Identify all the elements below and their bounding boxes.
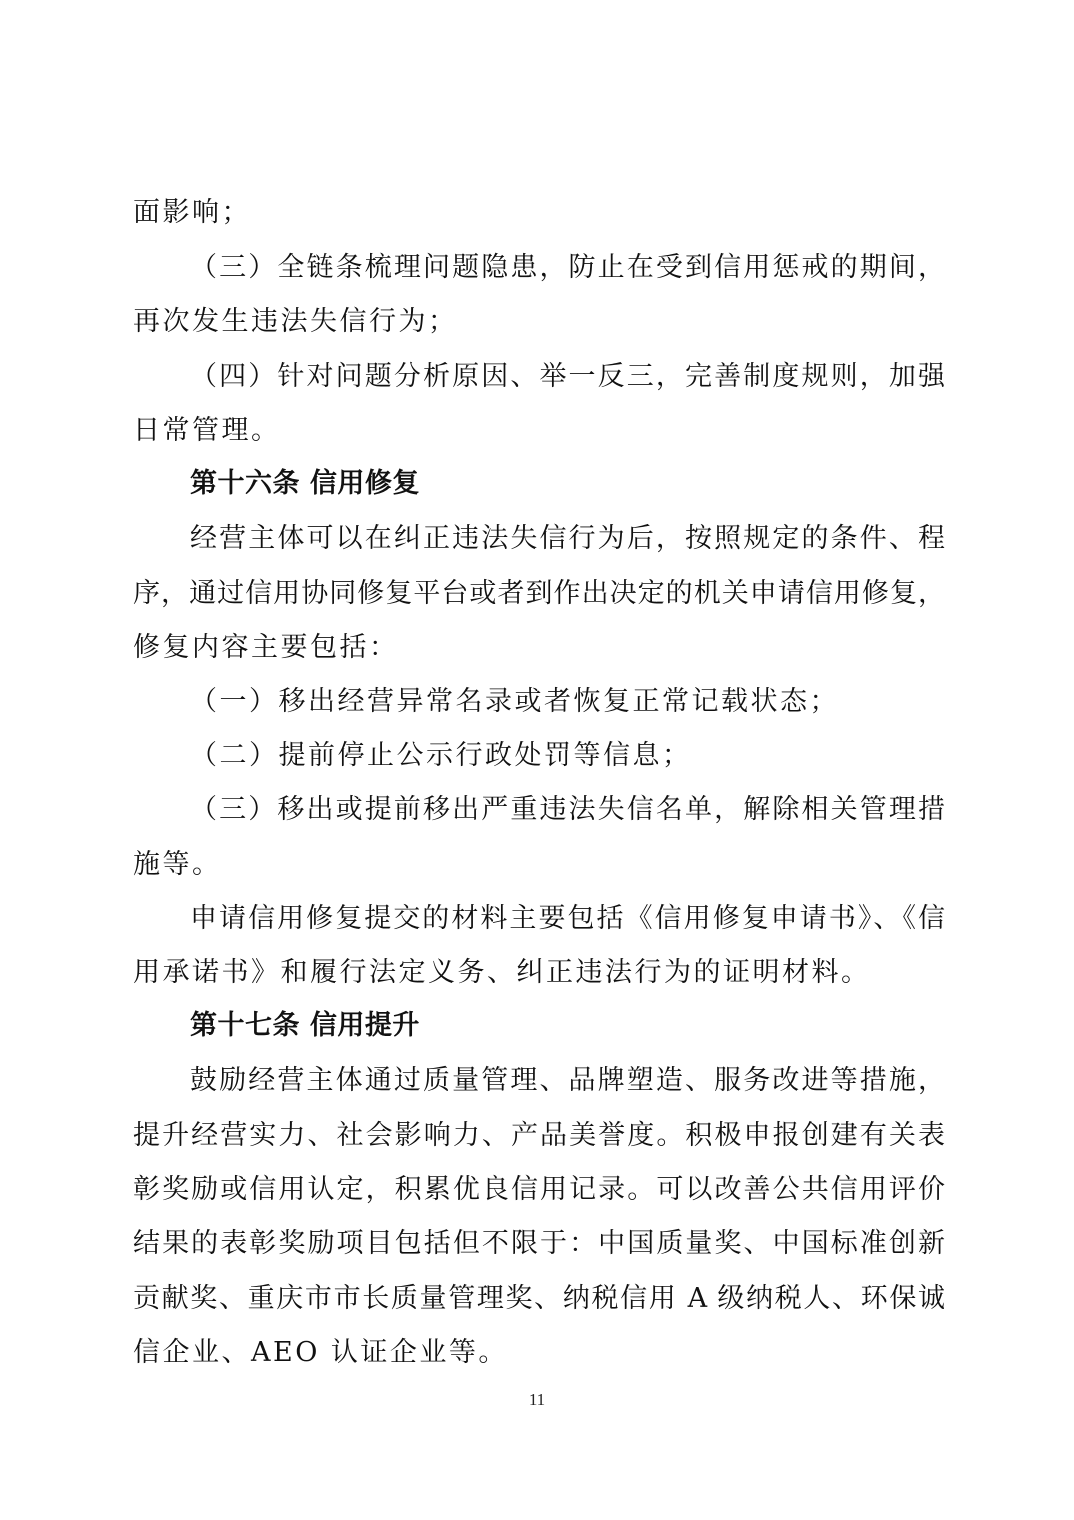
paragraph-line: 贡献奖、重庆市市长质量管理奖、纳税信用 A 级纳税人、环保诚: [133, 1283, 945, 1314]
section-heading: 第十七条 信用提升: [190, 1010, 420, 1041]
section-heading: 第十六条 信用修复: [190, 468, 420, 499]
paragraph-line: 修复内容主要包括：: [133, 632, 399, 663]
paragraph-line: 面影响；: [133, 197, 251, 228]
paragraph-line: 经营主体可以在纠正违法失信行为后，按照规定的条件、程: [190, 523, 945, 554]
paragraph-line: 信企业、AEO 认证企业等。: [133, 1337, 508, 1368]
paragraph-line: 申请信用修复提交的材料主要包括《信用修复申请书》、《信: [190, 903, 945, 934]
paragraph-line: （二）提前停止公示行政处罚等信息；: [190, 740, 692, 771]
page-number: 11: [528, 1390, 546, 1409]
paragraph-line: 提升经营实力、社会影响力、产品美誉度。积极申报创建有关表: [133, 1120, 945, 1151]
paragraph-line: （一）移出经营异常名录或者恢复正常记载状态；: [190, 686, 839, 717]
paragraph-line: （三）移出或提前移出严重违法失信名单，解除相关管理措: [190, 794, 945, 825]
paragraph-line: 日常管理。: [133, 415, 281, 446]
paragraph-line: （三）全链条梳理问题隐患，防止在受到信用惩戒的期间，: [190, 252, 945, 283]
paragraph-line: 彰奖励或信用认定，积累优良信用记录。可以改善公共信用评价: [133, 1174, 945, 1205]
paragraph-line: 结果的表彰奖励项目包括但不限于：中国质量奖、中国标准创新: [133, 1228, 945, 1259]
paragraph-line: 序，通过信用协同修复平台或者到作出决定的机关申请信用修复，: [133, 578, 945, 609]
paragraph-line: 鼓励经营主体通过质量管理、品牌塑造、服务改进等措施，: [190, 1065, 945, 1096]
paragraph-line: 再次发生违法失信行为；: [133, 306, 458, 337]
paragraph-line: （四）针对问题分析原因、举一反三，完善制度规则，加强: [190, 361, 945, 392]
paragraph-line: 施等。: [133, 849, 222, 880]
paragraph-line: 用承诺书》和履行法定义务、纠正违法行为的证明材料。: [133, 957, 871, 988]
